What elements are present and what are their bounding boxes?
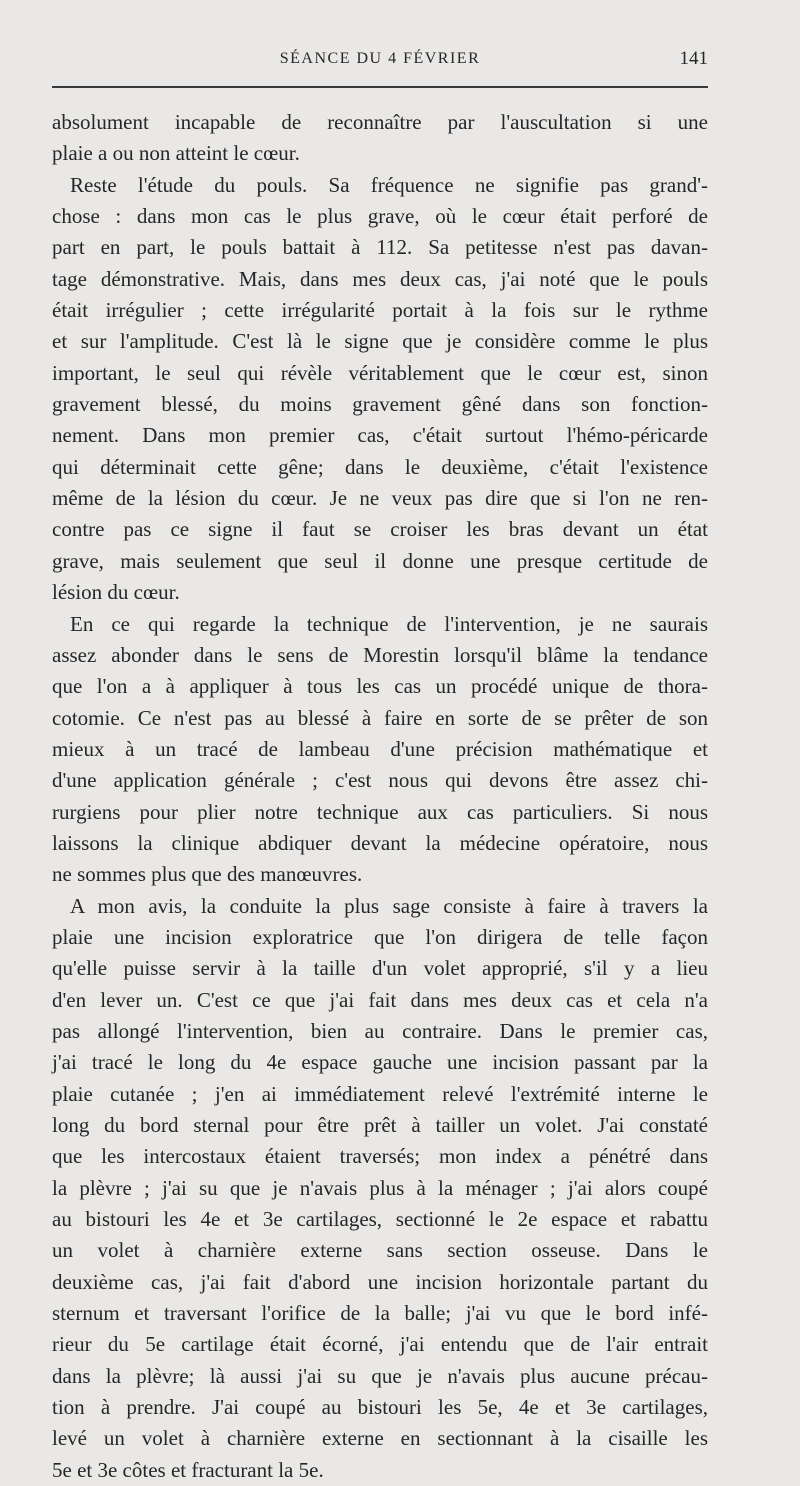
text-line: tion à prendre. J'ai coupé au bistouri les 5e, 4e et 3e cartilages, [52, 1395, 708, 1420]
paragraph [52, 107, 708, 170]
text-line: absolument incapable de reconnaître par l'auscultation si une [52, 110, 708, 134]
text-line: que l'on a à appliquer à tous les cas un procédé unique de thora- [52, 674, 708, 699]
running-head: SÉANCE DU 4 FÉVRIER [279, 50, 481, 67]
text-line: A mon avis, la conduite la plus sage consiste à faire à travers la [70, 893, 708, 918]
text-line: la plèvre ; j'ai su que je n'avais plus à la ménager ; j'ai alors coupé [52, 1175, 708, 1200]
text-line: dans la plèvre; là aussi j'ai su que je n'avais plus aucune précau- [52, 1363, 708, 1388]
paragraph [52, 170, 708, 609]
text-line: et sur l'amplitude. C'est là le signe que je considère comme le plus [52, 329, 708, 354]
text-line: contre pas ce signe il faut se croiser les bras devant un état [52, 517, 708, 542]
text-line: grave, mais seulement que seul il donne une presque certitude de [52, 548, 708, 573]
text-line: même de la lésion du cœur. Je ne veux pas dire que si l'on ne ren- [52, 486, 708, 511]
text-line: 5e et 3e côtes et fracturant la 5e. [52, 1457, 324, 1482]
text-line: chose : dans mon cas le plus grave, où le cœur était perforé de [52, 204, 708, 229]
text-line: ne sommes plus que des manœuvres. [52, 862, 363, 887]
text-line: sternum et traversant l'orifice de la balle; j'ai vu que le bord infé- [52, 1301, 708, 1326]
text-line: plaie a ou non atteint le cœur. [52, 141, 300, 166]
text-line: important, le seul qui révèle véritablement que le cœur est, sinon [52, 360, 708, 385]
text-line: rurgiens pour plier notre technique aux cas particuliers. Si nous [52, 799, 708, 824]
text-line: rieur du 5e cartilage était écorné, j'ai entendu que de l'air entrait [52, 1332, 708, 1357]
body-text [52, 107, 708, 1486]
paragraph [52, 609, 708, 891]
text-line: que les intercostaux étaient traversés; mon index a pénétré dans [52, 1144, 708, 1169]
paragraph [52, 891, 708, 1486]
text-line: En ce qui regarde la technique de l'intervention, je ne saurais [70, 611, 708, 636]
text-line: deuxième cas, j'ai fait d'abord une incision horizontale partant du [52, 1269, 708, 1294]
text-line: laissons la clinique abdiquer devant la médecine opératoire, nous [52, 830, 708, 855]
page-number: 141 [679, 48, 708, 69]
header-rule [52, 86, 708, 88]
text-line: Reste l'étude du pouls. Sa fréquence ne signifie pas grand'- [70, 172, 708, 197]
text-line: j'ai tracé le long du 4e espace gauche une incision passant par la [52, 1050, 708, 1075]
text-line: assez abonder dans le sens de Morestin lorsqu'il blâme la tendance [52, 642, 708, 667]
text-line: d'en lever un. C'est ce que j'ai fait dans mes deux cas et cela n'a [52, 987, 708, 1012]
text-line: plaie cutanée ; j'en ai immédiatement relevé l'extrémité interne le [52, 1081, 708, 1106]
text-line: levé un volet à charnière externe en sectionnant à la cisaille les [52, 1426, 708, 1451]
text-line: pas allongé l'intervention, bien au contraire. Dans le premier cas, [52, 1018, 708, 1043]
text-line: au bistouri les 4e et 3e cartilages, sectionné le 2e espace et rabattu [52, 1207, 708, 1232]
text-line: cotomie. Ce n'est pas au blessé à faire en sorte de se prêter de son [52, 705, 708, 730]
text-line: nement. Dans mon premier cas, c'était surtout l'hémo-péricarde [52, 423, 708, 448]
page-header [52, 50, 708, 90]
text-line: était irrégulier ; cette irrégularité portait à la fois sur le rythme [52, 298, 708, 323]
text-line: gravement blessé, du moins gravement gêné dans son fonction- [52, 392, 708, 417]
text-line: tage démonstrative. Mais, dans mes deux cas, j'ai noté que le pouls [52, 266, 708, 291]
text-line: part en part, le pouls battait à 112. Sa petitesse n'est pas davan- [52, 235, 708, 260]
text-line: plaie une incision exploratrice que l'on dirigera de telle façon [52, 924, 708, 949]
text-line: qu'elle puisse servir à la taille d'un volet approprié, s'il y a lieu [52, 956, 708, 981]
text-line: un volet à charnière externe sans section osseuse. Dans le [52, 1238, 708, 1263]
text-line: d'une application générale ; c'est nous qui devons être assez chi- [52, 768, 708, 793]
text-line: qui déterminait cette gêne; dans le deuxième, c'était l'existence [52, 454, 708, 479]
text-line: mieux à un tracé de lambeau d'une précision mathématique et [52, 736, 708, 761]
text-line: lésion du cœur. [52, 580, 180, 605]
text-line: long du bord sternal pour être prêt à tailler un volet. J'ai constaté [52, 1113, 708, 1137]
